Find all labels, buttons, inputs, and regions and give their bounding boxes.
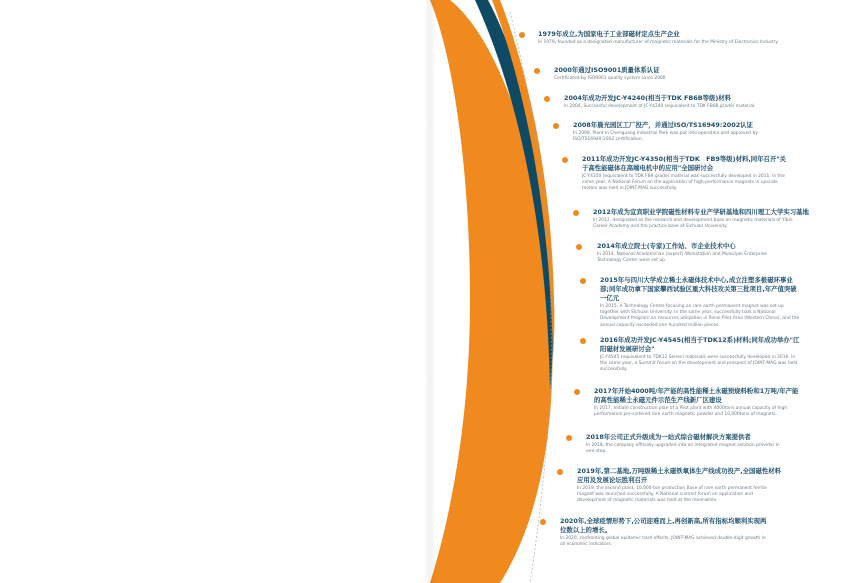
- timeline-dot: [573, 210, 579, 216]
- entry-desc: Certificated by ISO9001 quality system since 2000: [554, 76, 666, 81]
- entry-title: 2008年晨光园区工厂投产，并通过ISO/TS16949:2002认证: [573, 121, 753, 129]
- timeline-dot: [580, 278, 586, 284]
- entry-desc: In 2015, A Technology Center focusing on rare earth permanent magnet was set up together with Sichuan University. In the same year, successfully took a National Development Program on resources utilization in Panxi Pilot Area (Western China), and the annual capacity exceeded one hundred million pieces.: [600, 304, 800, 328]
- entry-title: 2012年成为宜宾职业学院磁性材料专业产学研基地和四川理工大学实习基地: [593, 208, 809, 216]
- timeline-entry-2008: [573, 121, 783, 143]
- entry-title: 2018年公司正式升级成为一站式综合磁材解决方案提供者: [586, 433, 751, 441]
- timeline-dot: [557, 469, 563, 475]
- entry-title: 2017年开始4000吨/年产能的高性能稀土永磁预烧料粉和1万吨/年产能的高性能稀土永磁元件示范生产线新厂区建设: [594, 387, 799, 404]
- entry-title: 2011年成功开发JC-Y4350(相当于TDK FB9等级)材料,同年召开"关于高性能磁体在高端电机中的应用"全国研讨会: [582, 155, 787, 172]
- timeline-entry-2000: [554, 66, 794, 82]
- timeline-dot: [576, 244, 582, 250]
- timeline-entry-2012: [593, 208, 808, 230]
- timeline-dot: [519, 32, 525, 38]
- timeline-dot: [562, 157, 568, 163]
- entry-title: 2000年通过ISO9001质量体系认证: [554, 66, 660, 74]
- entry-desc: In 2019, the second plant, 10,000-ton production Base of rare earth permanent ferrite magnet was launched successfully. A National summit forum on application and development of magnetic materials was held at the meanwhile.: [577, 486, 767, 504]
- timeline-entry-2020: [560, 517, 770, 548]
- timeline-dot: [580, 338, 586, 344]
- entry-title: 1979年成立,为国家电子工业部磁材定点生产企业: [538, 30, 680, 38]
- entry-desc: In 2017, Initiate construction plan of a Pilot plant with 4000tons annual capacity of high performance pre-sintered rare earth magnetic powder and 10,000tons of magnets.: [594, 406, 788, 418]
- entry-desc: JC-Y4545 (equivalent to TDK12 Series) materials were successfully developed in 2016. In the same year, a Summit forum on the development and prospect of JOINT-MAG was held successfully.: [600, 355, 798, 373]
- entry-desc: JC-Y4350 (equivalent to TDK FB9 grade) material was successfully developed in 2011. In the same year, A National Forum on the application of high-performance magnets in upscale motors was held in JOINT-MAG successfully.: [582, 174, 785, 192]
- entry-title: 2019年,第二基地,万吨级稀土永磁铁氧体生产线成功投产,全国磁性材料应用及发展论坛胜利召开: [577, 467, 782, 484]
- timeline-dot: [553, 123, 559, 129]
- timeline-entry-2017: [594, 387, 799, 418]
- timeline-entry-2014: [597, 242, 787, 264]
- timeline-entry-2011: [582, 155, 787, 193]
- timeline-entry-2015: [600, 276, 800, 329]
- entry-desc: In 2012, designated as the research and development base on magnetic materials of Yibin Career Academy and the practice base of Sichuan University.: [593, 218, 793, 230]
- entry-desc: In 2014, National Academician (expert) Workstation and Municiple Enterprise Technology Center were set up.: [597, 252, 767, 264]
- entry-title: 2004年成功开发JC-Y4240(相当于TDK FB6B等级)材料: [564, 94, 732, 102]
- entry-title: 2014年成立院士(专家)工作站、市企业技术中心: [597, 242, 736, 250]
- timeline-entry-2004: [564, 94, 794, 110]
- timeline-dot: [540, 519, 546, 525]
- entry-desc: In 2018, the company officially upgraded into an integrated magnet solution provider in one-stop.: [586, 443, 780, 455]
- timeline-entry-1979: [538, 30, 788, 46]
- entry-title: 2015年与四川大学成立稀土永磁体技术中心,成立注塑多极磁环事业部;同年成功拿下国家攀西试验区重大科技攻关第三批项目,年产值突破一亿元: [600, 276, 797, 302]
- timeline-entry-2016: [600, 336, 800, 374]
- entry-title: 2016年成功开发JC-Y4545(相当于TDK12系)材料;同年成功举办"江阳磁材发展研讨会": [600, 336, 800, 353]
- entry-desc: In 1979, founded as a designated manufacturer of magnetic materials for the Ministry of Electronics Industry.: [538, 40, 779, 45]
- timeline-dot: [544, 96, 550, 102]
- timeline-dot: [534, 68, 540, 74]
- entry-desc: In 2004, Successful development of JC-Y4240 (equivalent to TDK FB6B grade) material.: [564, 104, 756, 109]
- entry-desc: In 2020, confronting global epidemic hard effects, JOINT-MAG achieved double-digit growth in all economic indicators.: [560, 536, 766, 548]
- timeline-dot: [574, 389, 580, 395]
- entry-desc: In 2008, Plant in Chenguang Industrial Park was put into operation and approved by ISO/TS16949:2002 certification.: [573, 131, 758, 143]
- timeline-entry-2018: [586, 433, 786, 455]
- page-fold: [424, 0, 436, 583]
- timeline-entry-2019: [577, 467, 782, 505]
- timeline-dot: [566, 435, 572, 441]
- entry-title: 2020年,全球疫情形势下,公司迎难而上,再创新高,所有指标均顺利实现两位数以上的增长。: [560, 517, 767, 534]
